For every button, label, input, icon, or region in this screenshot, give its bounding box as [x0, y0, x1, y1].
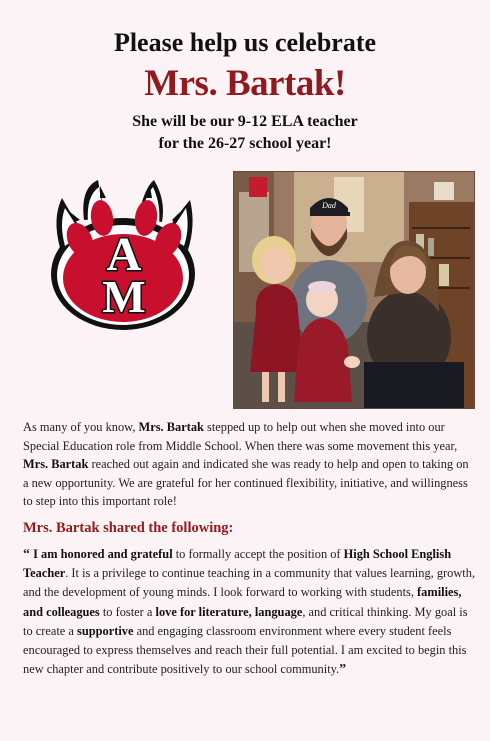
announcement-text-1: As many of you know, [23, 420, 139, 434]
teacher-name-title: Mrs. Bartak! [144, 63, 346, 104]
quote-text-4: , and critical thinking. My goal is to create a [23, 604, 468, 638]
quote-text-3: to foster a [99, 604, 156, 619]
subtitle-line-2: for the 26-27 school year! [158, 135, 332, 152]
quote-bold-5: supportive [77, 623, 134, 638]
open-quote-mark: “ [23, 547, 30, 562]
quote-bold-4: love for literature, language [155, 604, 303, 619]
headline: Please help us celebrate [113, 28, 377, 57]
quote-text-2: . It is a privilege to continue teaching in a community that values learning, growth, and the development of young minds. I look forward to working with students, [23, 566, 476, 600]
hat-text: Dad [322, 201, 336, 210]
announcement-name-1: Mrs. Bartak [138, 420, 204, 434]
subtitle-line-1: She will be our 9-12 ELA teacher [132, 113, 358, 130]
quote-text-5: and engaging classroom environment where every student feels encouraged to express themselves and reach their full potential. I am excited to begin this new chapter and contribute positively to our school community. [23, 623, 467, 677]
family-photo [233, 171, 475, 409]
announcement-paragraph [23, 418, 471, 511]
announcement-text-2: stepped up to help out when she moved into our Special Education role from Middle School. When there was some movement this year, [23, 420, 458, 453]
announcement-text-3: reached out again and indicated she was ready to help and open to taking on a new opportunity. We are grateful for her continued flexibility, initiative, and willingness to step into this important role! [23, 457, 469, 509]
logo-letter-m: M [102, 271, 146, 322]
quote-heading: Mrs. Bartak shared the following: [23, 520, 234, 536]
quote-text-1: to formally accept the position of [172, 547, 344, 561]
announcement-name-2: Mrs. Bartak [23, 457, 89, 472]
quote-bold-1: I am honored and grateful [33, 547, 173, 561]
close-quote-mark: ” [339, 662, 347, 678]
teacher-quote [23, 545, 478, 679]
paw-logo-icon [50, 178, 196, 330]
quote-bold-3: families, and colleagues [23, 585, 462, 619]
logo-letter-a: A [106, 228, 142, 281]
quote-bold-2: High School English Teacher [23, 547, 452, 581]
